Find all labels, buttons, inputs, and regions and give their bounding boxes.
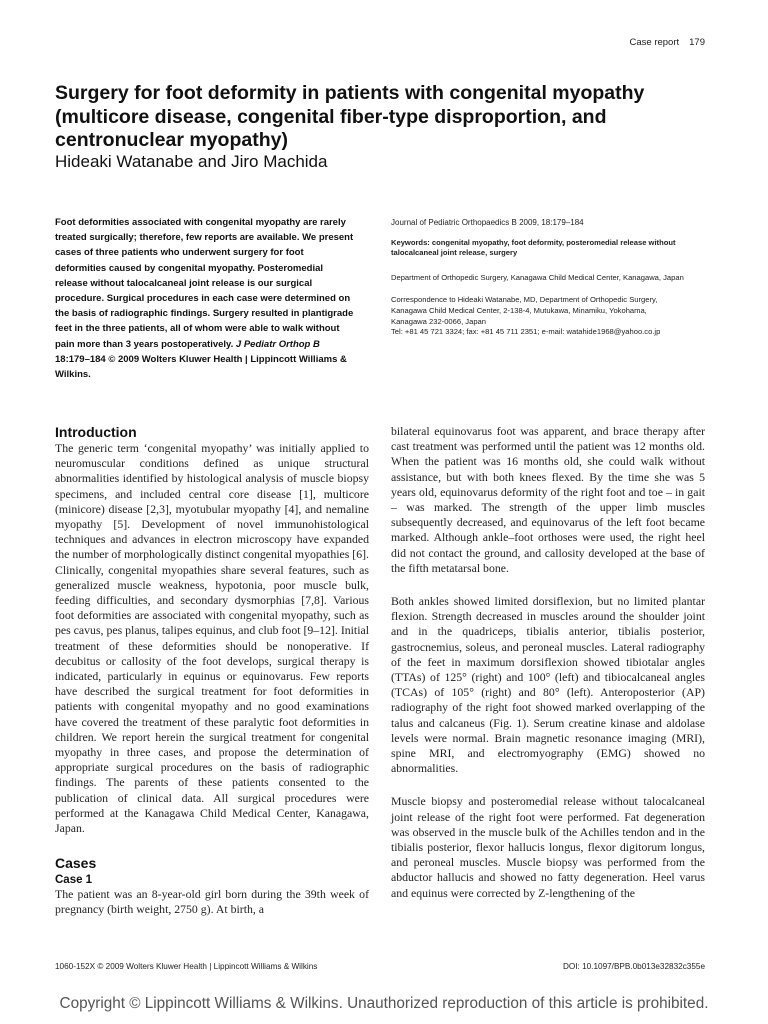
keywords: Keywords: congenital myopathy, foot deformity, posteromedial release without talocalcaneal joint release, surgery <box>391 237 676 258</box>
correspondence-line-3: Kanagawa 232-0066, Japan <box>391 316 486 326</box>
footer-doi: DOI: 10.1097/BPB.0b013e32832c355e <box>562 962 705 971</box>
abstract <box>55 215 355 382</box>
journal-name: Journal of Pediatric Orthopaedics B <box>391 218 517 227</box>
surgery-paragraph: Muscle biopsy and posteromedial release without talocalcaneal joint release of the right foot were performed. Fat degeneration was observed in the muscle bulk of the Achilles tendon and in the tibialis posterior, flexor hallucis longus, flexor digitorum longus, and peroneal muscles. Muscle biopsy was performed from the abductor hallucis and showed no fatty degeneration. Heel varus and equinus were corrected by Z-lengthening of the <box>391 794 705 900</box>
department: Department of Orthopedic Surgery, Kanagawa Child Medical Center, Kanagawa, Japan <box>391 272 684 282</box>
right-column <box>391 424 705 901</box>
footer-issn: 1060-152X © 2009 Wolters Kluwer Health | Lippincott Williams & Wilkins <box>55 962 318 971</box>
introduction-paragraph: The generic term ‘congenital myopathy’ was initially applied to neuromuscular conditions defined as unique structural abnormalities identified by histological analysis of muscle biopsy specimens, and included central core disease [1], multicore (minicore) disease [2,3], myotubular myopathy [4], and nemaline myopathy [5]. Development of novel immunohistological techniques and advances in electron microscopy have expanded the number of morphologically distinct congenital myopathies [6]. Clinically, congenital myopathies share several features, such as generalized muscle weakness, hypotonia, poor muscle bulk, feeding difficulties, and secondary dysmorphias [7,8]. Various foot deformities are associated with congenital myopathy, such as pes cavus, pes planus, talipes equinus, and club foot [9–12]. Initial treatment of these deformities should be nonoperative. If decubitus or callosity of the foot develops, surgical therapy is indicated, particularly in equinus or equinovarus. Few reports have described the surgical treatment for foot deformities in patients with congenital myopathy and no good examinations have covered the treatment of these paralytic foot deformities in children. We report herein the surgical treatment for congenital myopathy in three cases, and propose the determination of appropriate surgical procedures on the basis of radiographic findings. The parents of these patients consented to the publication of clinical data. All surgical procedures were performed at the Kanagawa Child Medical Center, Kanagawa, Japan. <box>55 441 369 836</box>
article-title: Surgery for foot deformity in patients with congenital myopathy (multicore disease, congenital fiber-type disproportion, and centronuclear myopathy) <box>55 82 645 151</box>
correspondence-line-4: Tel: +81 45 721 3324; fax: +81 45 711 2351; e-mail: watahide1968@yahoo.co.jp <box>391 327 661 337</box>
abstract-text: Foot deformities associated with congenital myopathy are rarely treated surgically; therefore, few reports are available. We present cases of three patients who underwent surgery for foot deformities caused by congenital myopathy. Posteromedial release without talocalcaneal joint release is our surgical procedure. Surgical procedures in each case were determined on the basis of radiographic findings. Surgery resulted in plantigrade feet in the three patients, all of whom were able to walk without pain more than 3 years postoperatively. <box>55 217 354 350</box>
article-meta <box>391 218 711 338</box>
correspondence-line-2: Kanagawa Child Medical Center, 2-138-4, Mutukawa, Minamiku, Yokohama, <box>391 305 647 315</box>
abstract-cite-rest: 18:179–184 © 2009 Wolters Kluwer Health | Lippincott Williams & Wilkins. <box>55 353 347 381</box>
case1-paragraph-continued: bilateral equinovarus foot was apparent, and brace therapy after cast treatment was performed until the patient was 12 months old. When the patient was 16 months old, she could walk without assistance, but with both knees flexed. By the time she was 5 years old, equinovarus deformity of the right foot and toe – in gait – was marked. The strength of the upper limb muscles subsequently decreased, and equinovarus of the left foot became marked. Although ankle–foot orthoses were used, the right heel did not contact the ground, and callosity developed at the base of the fifth metatarsal bone. <box>391 424 705 575</box>
left-column <box>55 424 369 918</box>
case1-heading: Case 1 <box>55 874 93 887</box>
running-head-label: Case report <box>629 37 680 48</box>
authors: Hideaki Watanabe and Jiro Machida <box>55 152 328 171</box>
cases-heading: Cases <box>55 855 97 872</box>
abstract-cite-journal: J Pediatr Orthop B <box>235 338 320 350</box>
journal-ref: 2009, 18:179–184 <box>519 218 584 227</box>
copyright-notice: Copyright © Lippincott Williams & Wilkins. Unauthorized reproduction of this article is prohibited. <box>59 995 709 1012</box>
examination-paragraph: Both ankles showed limited dorsiflexion, but no limited plantar flexion. Strength decreased in muscles around the shoulder joint and in the quadriceps, tibialis anterior, tibialis posterior, gastrocnemius, soleus, and peroneal muscles. Lateral radiography of the feet in maximum dorsiflexion showed tibiotalar angles (TTAs) of 125° (right) and 100° (left) and tibiocalcaneal angles (TCAs) of 105° (right) and 80° (left). Anteroposterior (AP) radiography of the right foot showed marked overlapping of the talus and calcaneus (Fig. 1). Serum creatine kinase and aldolase levels were normal. Brain magnetic resonance imaging (MRI), spine MRI, and electromyography (EMG) showed no abnormalities. <box>391 594 705 776</box>
page-number: 179 <box>689 37 705 48</box>
case1-paragraph: The patient was an 8-year-old girl born during the 39th week of pregnancy (birth weight, 2750 g). At birth, a <box>55 887 369 917</box>
journal-citation <box>391 218 711 229</box>
correspondence-line-1: Correspondence to Hideaki Watanabe, MD, Department of Orthopedic Surgery, <box>391 295 658 305</box>
introduction-heading: Introduction <box>55 424 137 440</box>
running-head <box>630 37 706 48</box>
